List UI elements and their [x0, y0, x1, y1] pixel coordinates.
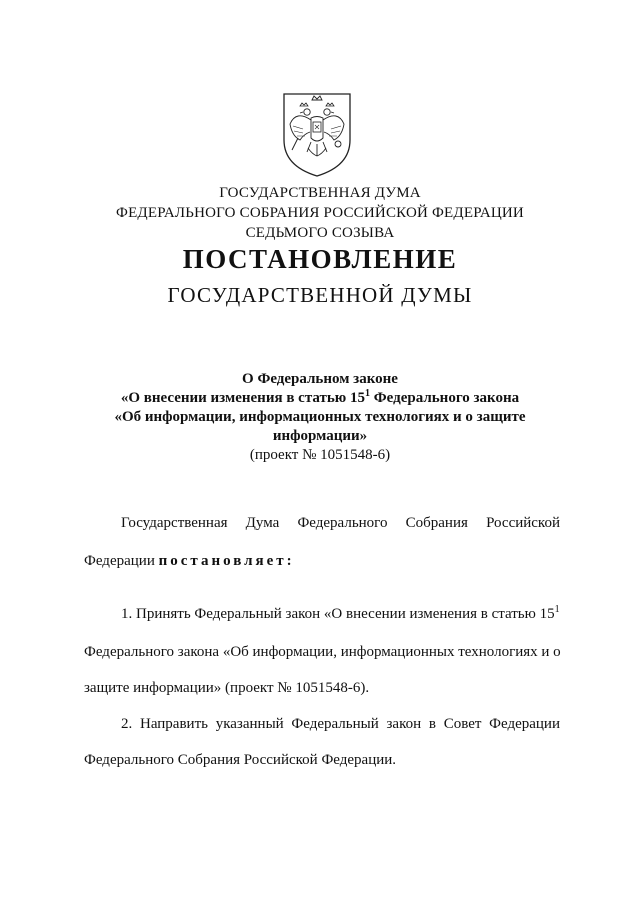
- subject-line-4: информации»: [272, 428, 368, 444]
- subject-project-number: (проект № 1051548-6): [249, 447, 391, 463]
- header-line-1: ГОСУДАРСТВЕННАЯ ДУМА: [219, 185, 421, 201]
- document-subject: [0, 370, 640, 465]
- issuer-header: [0, 183, 640, 243]
- header-line-3: СЕДЬМОГО СОЗЫВА: [245, 225, 395, 241]
- item-1-line-3: защите информации» (проект № 1051548-6).: [84, 680, 370, 696]
- header-line-2: ФЕДЕРАЛЬНОГО СОБРАНИЯ РОССИЙСКОЙ ФЕДЕРАЦИИ: [116, 205, 524, 221]
- subject-line-1: О Федеральном законе: [242, 371, 398, 387]
- item-2-line-2: Федерального Собрания Российской Федерации.: [84, 752, 397, 768]
- document-type-title: ПОСТАНОВЛЕНИЕ: [182, 244, 458, 274]
- preamble-line-2: [84, 553, 560, 570]
- subject-line-2-tail: Федерального закона: [370, 390, 520, 406]
- document-issuer: ГОСУДАРСТВЕННОЙ ДУМЫ: [167, 283, 473, 307]
- item-1-line-1: [121, 606, 566, 623]
- item-2-line-1: 2. Направить указанный Федеральный закон в Совет Федерации: [121, 716, 560, 732]
- preamble-decides: постановляет:: [158, 553, 295, 569]
- subject-line-2: [0, 389, 640, 408]
- subject-line-2-text: «О внесении изменения в статью 15: [120, 390, 366, 406]
- item-1-text: 1. Принять Федеральный закон «О внесении изменения в статью 15: [121, 606, 555, 622]
- item-1-line-2: Федерального закона «Об информации, информационных технологиях и о: [84, 644, 561, 660]
- preamble-line-1: Государственная Дума Федерального Собрания Российской: [121, 515, 560, 531]
- russian-coat-of-arms-icon: [278, 88, 356, 178]
- item-1-superscript: 1: [554, 604, 560, 615]
- subject-line-3: «Об информации, информационных технологиях и о защите: [114, 409, 526, 425]
- subject-superscript: 1: [365, 388, 371, 399]
- preamble-federation: Федерации: [84, 553, 159, 569]
